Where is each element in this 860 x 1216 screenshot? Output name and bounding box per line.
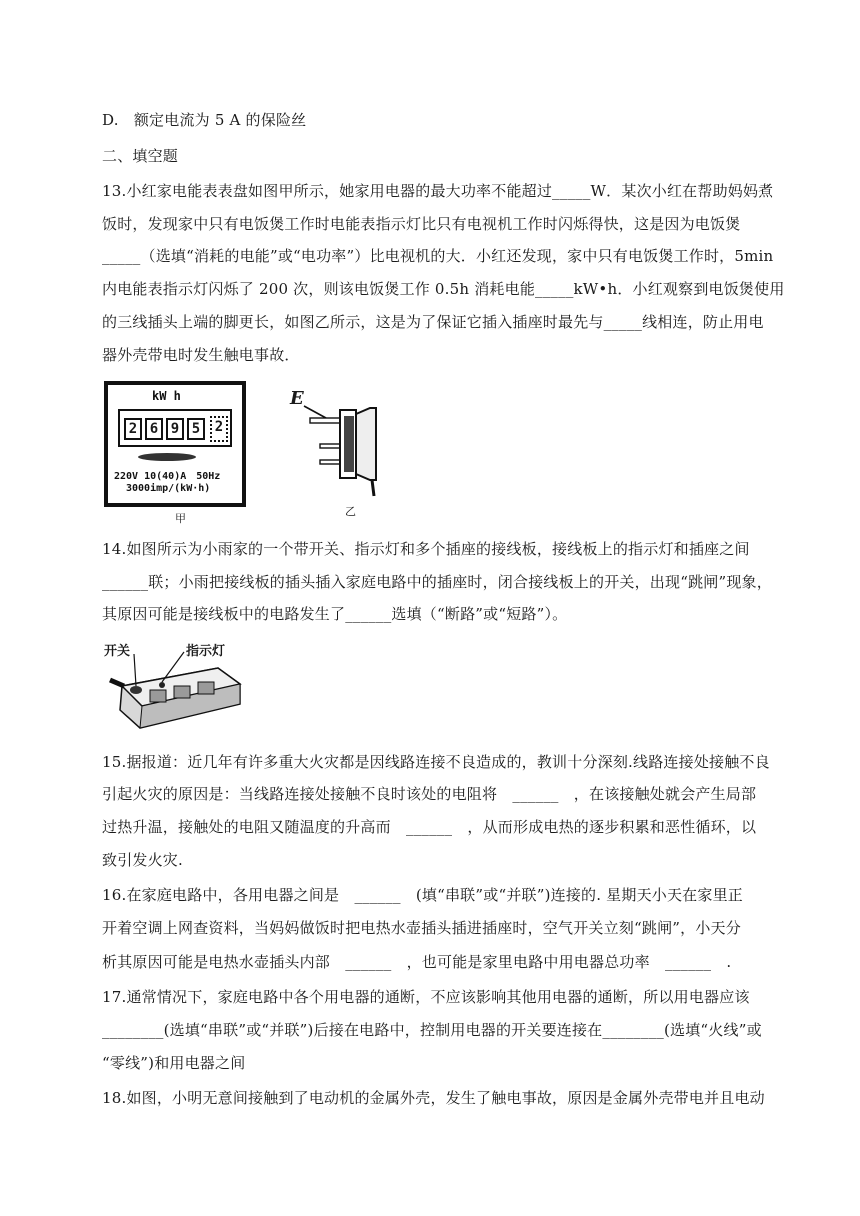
q13-line-5: 的三线插头上端的脚更长，如图乙所示，这是为了保证它插入插座时最先与_____线相连，防止用电 — [102, 313, 764, 331]
q16-line-1: 16.在家庭电路中，各用电器之间是 ______ (填“串联”或“并联”)连接的. 星期天小天在家里正 — [102, 886, 743, 904]
meter-spec-2: 3000imp/(kW·h) — [126, 483, 211, 494]
meter-digit: 6 — [145, 418, 163, 440]
q13-line-1: 13.小红家电能表表盘如图甲所示，她家用电器的最大功率不能超过_____W．某次小红在帮助妈妈煮 — [102, 182, 774, 200]
q13-line-2: 饭时，发现家中只有电饭煲工作时电能表指示灯比只有电视机工作时闪烁得快，这是因为电饭煲 — [102, 215, 741, 233]
q13-line-6: 器外壳带电时发生触电事故． — [102, 346, 300, 364]
electricity-meter-figure — [104, 381, 246, 507]
indicator-label: 指示灯 — [186, 644, 226, 659]
q17-line-2: ________(选填“串联”或“并联”)后接在电路中，控制用电器的开关要连接在________(选填“火线”或 — [102, 1021, 762, 1039]
meter-disc — [138, 453, 196, 461]
meter-spec-1: 220V 10(40)A 50Hz — [114, 471, 221, 482]
option-d: D. 额定电流为 5 A 的保险丝 — [102, 111, 307, 129]
meter-digit-decimal: 2 — [210, 416, 228, 442]
q14-line-1: 14.如图所示为小雨家的一个带开关、指示灯和多个插座的接线板，接线板上的指示灯和插座之间 — [102, 540, 750, 558]
earth-pin-label: E — [290, 388, 304, 409]
q13-line-3: _____（选填“消耗的电能”或“电功率”）比电视机的大．小红还发现，家中只有电饭煲工作时，5min — [102, 247, 774, 265]
figure-caption-jia: 甲 — [175, 513, 186, 525]
q15-line-1: 15.据报道：近几年有许多重大火灾都是因线路连接不良造成的，教训十分深刻.线路连接处接触不良 — [102, 753, 770, 771]
switch-label: 开关 — [104, 644, 131, 659]
q15-line-4: 致引发火灾. — [102, 851, 183, 869]
q14-line-2: ______联；小雨把接线板的插头插入家庭电路中的插座时，闭合接线板上的开关，出现“跳闸”现象， — [102, 573, 772, 591]
meter-unit: kW h — [152, 389, 181, 403]
section-heading: 二、填空题 — [102, 147, 179, 165]
q17-line-1: 17.通常情况下，家庭电路中各个用电器的通断，不应该影响其他用电器的通断，所以用电器应该 — [102, 988, 750, 1006]
q15-line-2: 引起火灾的原因是：当线路连接处接触不良时该处的电阻将 ______ ，在该接触处就会产生局部 — [102, 785, 757, 803]
meter-counter — [118, 409, 232, 447]
q17-line-3: “零线”)和用电器之间 — [102, 1054, 246, 1072]
q13-line-4: 内电能表指示灯闪烁了 200 次，则该电饭煲工作 0.5h 消耗电能_____kW•h．小红观察到电饭煲使用 — [102, 280, 785, 298]
q14-line-3: 其原因可能是接线板中的电路发生了______选填（“断路”或“短路”）。 — [102, 605, 568, 623]
q15-line-3: 过热升温，接触处的电阻又随温度的升高而 ______ ，从而形成电热的逐步积累和恶性循环，以 — [102, 818, 757, 836]
figure-caption-yi: 乙 — [345, 506, 356, 518]
meter-digit: 9 — [166, 418, 184, 440]
meter-digit: 2 — [124, 418, 142, 440]
meter-digit: 5 — [187, 418, 205, 440]
q16-line-2: 开着空调上网查资料，当妈妈做饭时把电热水壶插头插进插座时，空气开关立刻“跳闸”，小天分 — [102, 919, 741, 937]
q16-line-3: 析其原因可能是电热水壶插头内部 ______ ，也可能是家里电路中用电器总功率 ______ . — [102, 953, 732, 971]
q18-line-1: 18.如图，小明无意间接触到了电动机的金属外壳，发生了触电事故，原因是金属外壳带电并且电动 — [102, 1089, 765, 1107]
